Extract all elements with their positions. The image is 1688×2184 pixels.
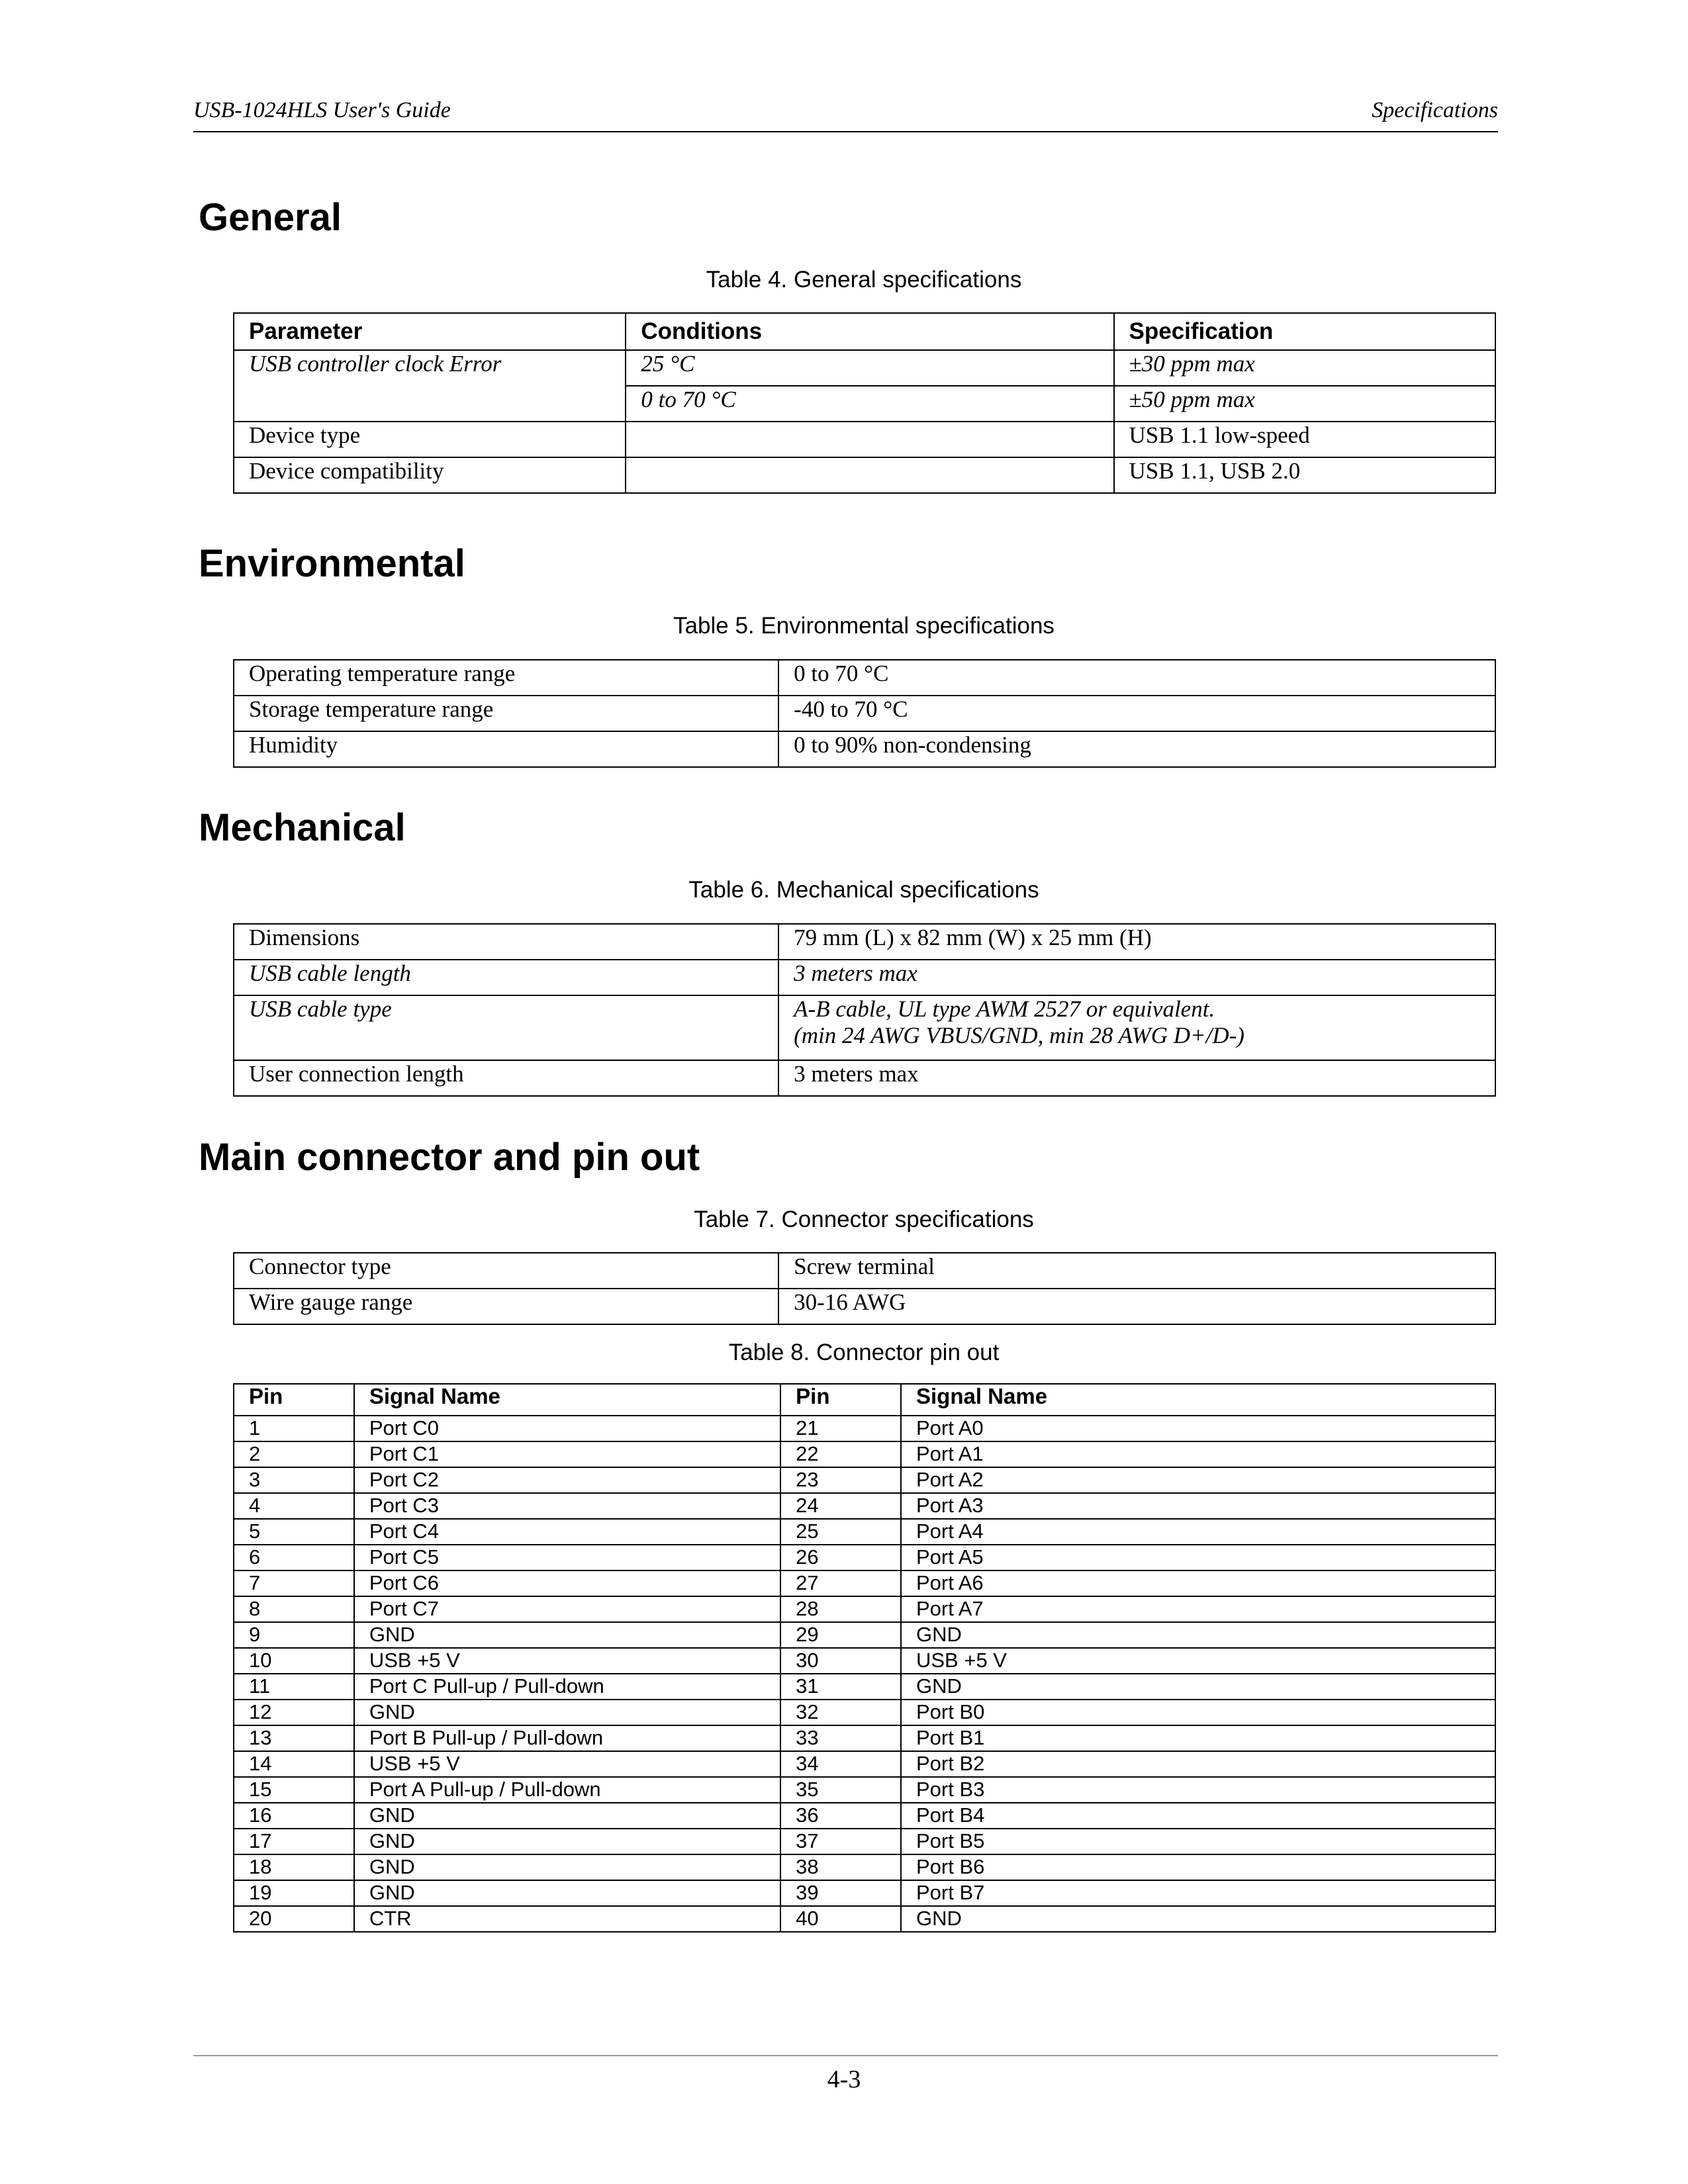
pinout-table (233, 1383, 1496, 1933)
table-cell: Device type (234, 422, 626, 457)
table-cell: 22 (780, 1441, 901, 1467)
table-cell: Port B7 (901, 1880, 1495, 1906)
footer-rule (193, 2055, 1498, 2056)
table-cell: 21 (780, 1416, 901, 1441)
connector-table (233, 1252, 1496, 1325)
table-cell (626, 422, 1113, 457)
environmental-heading: Environmental (199, 542, 465, 585)
table-cell: GND (354, 1829, 780, 1854)
table-cell: 17 (234, 1829, 354, 1854)
table-cell: 0 to 90% non-condensing (778, 731, 1495, 767)
table-cell: -40 to 70 °C (778, 696, 1495, 731)
table-row (234, 1648, 1495, 1674)
table-cell: USB +5 V (354, 1751, 780, 1777)
table-cell: 23 (780, 1467, 901, 1493)
table-cell: 34 (780, 1751, 901, 1777)
column-header: Parameter (234, 313, 626, 350)
table-cell: Screw terminal (778, 1253, 1495, 1289)
table-row (234, 1416, 1495, 1441)
table-row (234, 1622, 1495, 1648)
table-cell: Port C0 (354, 1416, 780, 1441)
column-header: Pin (234, 1384, 354, 1416)
table-row (234, 1289, 1495, 1324)
table-cell: Port C3 (354, 1493, 780, 1519)
table-cell: Port A6 (901, 1570, 1495, 1596)
table-cell: 35 (780, 1777, 901, 1803)
table-cell: GND (354, 1803, 780, 1829)
table-cell: 25 (780, 1519, 901, 1545)
table-row (234, 1441, 1495, 1467)
column-header: Conditions (626, 313, 1113, 350)
table-cell: Port A3 (901, 1493, 1495, 1519)
table-row (234, 1725, 1495, 1751)
table-row (234, 457, 1495, 493)
table-row (234, 1777, 1495, 1803)
table-cell: Port A0 (901, 1416, 1495, 1441)
table-row (234, 660, 1495, 696)
table-cell: 29 (780, 1622, 901, 1648)
table-cell: 36 (780, 1803, 901, 1829)
table-cell: 12 (234, 1700, 354, 1725)
table-cell: 32 (780, 1700, 901, 1725)
table-cell: 25 °C (626, 350, 1113, 386)
table-cell: 8 (234, 1596, 354, 1622)
table-cell: 11 (234, 1674, 354, 1700)
table-header-row (234, 1384, 1495, 1416)
table-cell: GND (901, 1674, 1495, 1700)
table-cell: User connection length (234, 1060, 778, 1096)
table-cell: Port C4 (354, 1519, 780, 1545)
connector-caption: Table 7. Connector specifications (694, 1206, 1034, 1232)
table-cell: 30 (780, 1648, 901, 1674)
table-cell: GND (901, 1622, 1495, 1648)
table-row (234, 1700, 1495, 1725)
table-cell: 39 (780, 1880, 901, 1906)
table-cell: USB +5 V (901, 1648, 1495, 1674)
environmental-caption: Table 5. Environmental specifications (673, 613, 1055, 639)
table-cell: 20 (234, 1906, 354, 1932)
table-row (234, 1545, 1495, 1570)
table-cell: GND (901, 1906, 1495, 1932)
table-cell: Port A Pull-up / Pull-down (354, 1777, 780, 1803)
table-cell: Port C7 (354, 1596, 780, 1622)
general-caption: Table 4. General specifications (706, 267, 1022, 293)
table-cell: Operating temperature range (234, 660, 778, 696)
table-cell (626, 457, 1113, 493)
column-header: Pin (780, 1384, 901, 1416)
general-heading: General (199, 196, 342, 239)
guide-title: USB-1024HLS User's Guide (193, 98, 451, 122)
table-cell: 28 (780, 1596, 901, 1622)
column-header: Signal Name (901, 1384, 1495, 1416)
table-cell: 30-16 AWG (778, 1289, 1495, 1324)
table-cell: 26 (780, 1545, 901, 1570)
table-cell: Port B2 (901, 1751, 1495, 1777)
table-row (234, 1880, 1495, 1906)
table-cell: 3 (234, 1467, 354, 1493)
table-cell: 40 (780, 1906, 901, 1932)
table-cell: 37 (780, 1829, 901, 1854)
table-cell: 1 (234, 1416, 354, 1441)
table-cell: USB 1.1 low-speed (1114, 422, 1495, 457)
table-cell: 14 (234, 1751, 354, 1777)
table-row (234, 731, 1495, 767)
table-cell: 18 (234, 1854, 354, 1880)
table-cell: CTR (354, 1906, 780, 1932)
table-cell: ±30 ppm max (1114, 350, 1495, 386)
table-cell: 33 (780, 1725, 901, 1751)
cable-type-note: (min 24 AWG VBUS/GND, min 28 AWG D+/D-) (794, 1023, 1244, 1048)
table-row (234, 1854, 1495, 1880)
table-cell: 24 (780, 1493, 901, 1519)
table-row (234, 1493, 1495, 1519)
table-cell: Port A4 (901, 1519, 1495, 1545)
table-cell: ±50 ppm max (1114, 386, 1495, 422)
pinout-caption: Table 8. Connector pin out (728, 1340, 1000, 1365)
table-row (234, 1253, 1495, 1289)
table-cell: USB 1.1, USB 2.0 (1114, 457, 1495, 493)
table-row (234, 1519, 1495, 1545)
table-row (234, 696, 1495, 731)
table-cell: Port B1 (901, 1725, 1495, 1751)
mechanical-caption: Table 6. Mechanical specifications (688, 877, 1039, 903)
table-cell: Port A2 (901, 1467, 1495, 1493)
table-row (234, 1596, 1495, 1622)
table-cell: Port C1 (354, 1441, 780, 1467)
table-row (234, 924, 1495, 960)
table-cell: USB cable length (234, 960, 778, 995)
chapter-title: Specifications (1372, 98, 1498, 122)
table-cell: Port B4 (901, 1803, 1495, 1829)
table-cell: Humidity (234, 731, 778, 767)
table-cell: Dimensions (234, 924, 778, 960)
table-row (234, 1467, 1495, 1493)
table-row (234, 1570, 1495, 1596)
table-cell: 0 to 70 °C (778, 660, 1495, 696)
table-cell: Port B5 (901, 1829, 1495, 1854)
table-cell: Port B6 (901, 1854, 1495, 1880)
column-header: Signal Name (354, 1384, 780, 1416)
table-cell: 19 (234, 1880, 354, 1906)
table-row (234, 1060, 1495, 1096)
table-cell: Wire gauge range (234, 1289, 778, 1324)
mechanical-heading: Mechanical (199, 806, 406, 849)
table-cell: 0 to 70 °C (626, 386, 1113, 422)
table-cell: GND (354, 1622, 780, 1648)
table-row (234, 1803, 1495, 1829)
table-cell: 3 meters max (778, 1060, 1495, 1096)
table-cell: 13 (234, 1725, 354, 1751)
table-header-row (234, 313, 1495, 350)
table-cell: 27 (780, 1570, 901, 1596)
table-cell: 10 (234, 1648, 354, 1674)
table-cell: 9 (234, 1622, 354, 1648)
table-cell: Port C2 (354, 1467, 780, 1493)
general-table (233, 312, 1496, 494)
cable-type-line: A-B cable, UL type AWM 2527 or equivalent. (794, 996, 1215, 1022)
table-cell: 4 (234, 1493, 354, 1519)
table-cell: Port C6 (354, 1570, 780, 1596)
page-header (193, 98, 1498, 132)
table-row (234, 1906, 1495, 1932)
table-cell: 38 (780, 1854, 901, 1880)
table-cell: GND (354, 1854, 780, 1880)
table-row (234, 1829, 1495, 1854)
table-cell: GND (354, 1880, 780, 1906)
table-cell: 5 (234, 1519, 354, 1545)
table-cell: Port C Pull-up / Pull-down (354, 1674, 780, 1700)
table-cell: GND (354, 1700, 780, 1725)
table-row (234, 350, 1495, 386)
mechanical-table (233, 923, 1496, 1097)
table-cell: 6 (234, 1545, 354, 1570)
table-cell: Port B0 (901, 1700, 1495, 1725)
table-cell: Port C5 (354, 1545, 780, 1570)
table-cell: Port A5 (901, 1545, 1495, 1570)
table-cell: Connector type (234, 1253, 778, 1289)
page-number: 4-3 (827, 2066, 861, 2093)
table-cell: 31 (780, 1674, 901, 1700)
table-cell: Port A7 (901, 1596, 1495, 1622)
table-row (234, 422, 1495, 457)
connector-heading: Main connector and pin out (199, 1136, 700, 1179)
table-cell: 2 (234, 1441, 354, 1467)
table-cell: 16 (234, 1803, 354, 1829)
table-row (234, 995, 1495, 1060)
table-cell: Port B Pull-up / Pull-down (354, 1725, 780, 1751)
table-cell: 3 meters max (778, 960, 1495, 995)
table-cell: Port A1 (901, 1441, 1495, 1467)
table-cell: 79 mm (L) x 82 mm (W) x 25 mm (H) (778, 924, 1495, 960)
table-cell: Storage temperature range (234, 696, 778, 731)
table-cell: 15 (234, 1777, 354, 1803)
column-header: Specification (1114, 313, 1495, 350)
table-cell (778, 995, 1495, 1060)
table-cell: USB +5 V (354, 1648, 780, 1674)
table-cell: Port B3 (901, 1777, 1495, 1803)
table-row (234, 1751, 1495, 1777)
environmental-table (233, 659, 1496, 768)
table-cell: USB cable type (234, 995, 778, 1060)
table-cell: 7 (234, 1570, 354, 1596)
table-row (234, 960, 1495, 995)
table-cell: USB controller clock Error (234, 350, 626, 422)
table-row (234, 1674, 1495, 1700)
table-cell: Device compatibility (234, 457, 626, 493)
